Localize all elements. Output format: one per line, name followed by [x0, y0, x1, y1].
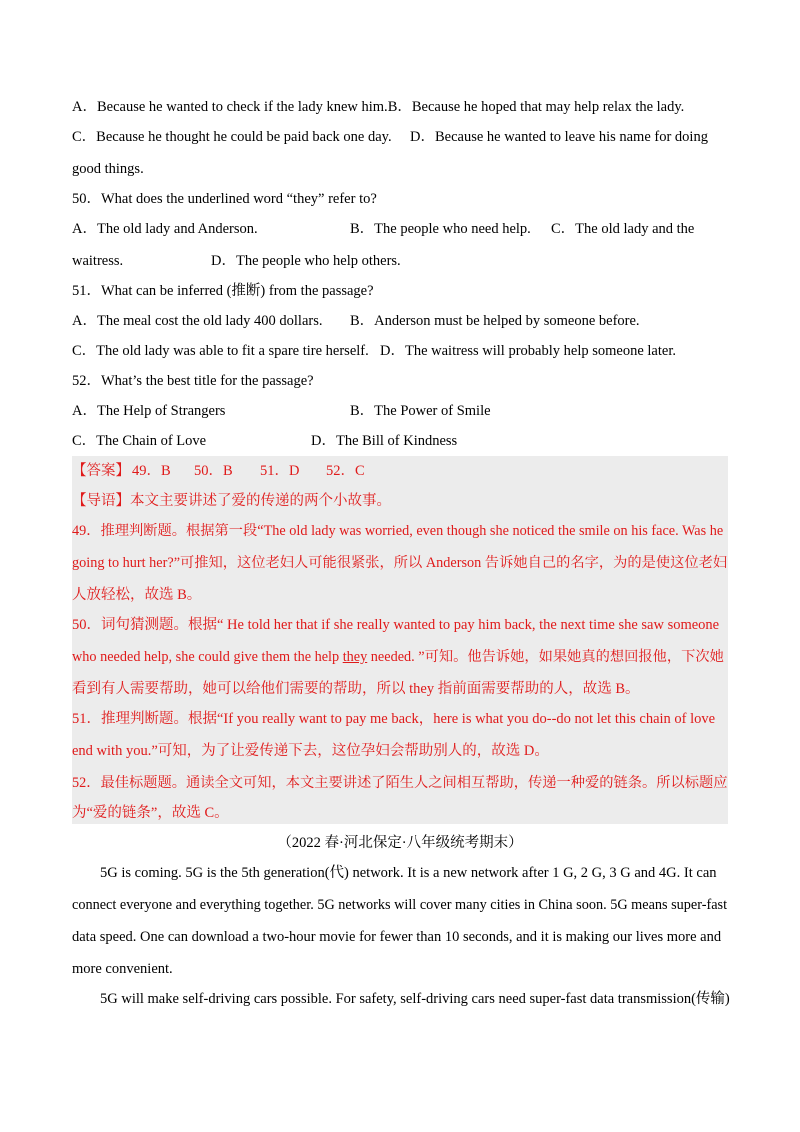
explanation-50-line3: 看到有人需要帮助，她可以给他们需要的帮助，所以 they 指前面需要帮助的人，故选 B。 [72, 681, 640, 697]
q49-option-d: D．Because he wanted to leave his name for doing [410, 129, 708, 145]
q51-option-b: B．Anderson must be helped by someone before. [350, 313, 640, 329]
q51-option-row-cd [72, 342, 676, 360]
explanation-50-line1: 50．词句猜测题。根据“ He told her that if she really wanted to pay him back, the next time she saw someone [72, 617, 720, 633]
q49-option-b: B．Because he hoped that may help relax the lady. [387, 99, 685, 115]
explanation-50-line2-start: who needed help, she could give them the help [72, 649, 343, 665]
q52-option-b: B．The Power of Smile [350, 403, 491, 419]
answer-52: 52．C [326, 463, 365, 479]
underlined-word-they: they [342, 649, 368, 665]
q52-option-row-cd [72, 432, 458, 450]
q52-option-a: A．The Help of Strangers [72, 403, 226, 419]
passage-p2-line1: 5G will make self-driving cars possible. For safety, self-driving cars need super-fast data transmission(传输) [100, 991, 730, 1007]
answer-50: 50．B [194, 463, 233, 479]
q49-option-row-cd [72, 128, 708, 146]
q52-stem: 52．What’s the best title for the passage? [72, 373, 314, 389]
explanation-52-line2: 为“爱的链条”，故选 C。 [72, 805, 229, 821]
q51-option-row-ab [72, 312, 640, 330]
passage-p1-line2: connect everyone and everything together. 5G networks will cover many cities in China soon. 5G means super-fast [72, 897, 728, 913]
passage-p1-line3: data speed. One can download a two-hour movie for fewer than 10 seconds, and it is making our lives more and [72, 929, 722, 945]
q50-stem: 50．What does the underlined word “they” refer to? [72, 191, 377, 207]
q51-option-c: C．The old lady was able to fit a spare tire herself. [72, 343, 369, 359]
q50-option-a: A．The old lady and Anderson. [72, 221, 258, 237]
answer-51: 51．D [260, 463, 300, 479]
q50-option-row-d [72, 252, 401, 270]
q50-option-d: D．The people who help others. [211, 253, 401, 269]
q49-option-row-ab [72, 98, 684, 116]
q50-option-c-cont: waitress. [72, 253, 124, 269]
q51-stem: 51．What can be inferred (推断) from the passage? [72, 283, 374, 299]
q50-option-row-abc [72, 220, 695, 238]
explanation-50-line2 [72, 648, 724, 666]
answer-guide: 【导语】本文主要讲述了爱的传递的两个小故事。 [72, 493, 391, 509]
explanation-49-line1: 49．推理判断题。根据第一段“The old lady was worried, even though she noticed the smile on his face. Was he [72, 523, 724, 539]
source-line: （2022 春·河北保定·八年级统考期末） [277, 835, 523, 851]
explanation-50-line2-end: needed. ”可知。他告诉她，如果她真的想回报他，下次她 [367, 649, 724, 665]
q51-option-a: A．The meal cost the old lady 400 dollars. [72, 313, 323, 329]
explanation-51-line2: end with you.”可知，为了让爱传递下去，这位孕妇会帮助别人的，故选 D。 [72, 743, 549, 759]
answer-section [72, 456, 728, 824]
answer-key-row [72, 462, 365, 480]
q51-option-d: D．The waitress will probably help someone later. [380, 343, 676, 359]
answer-49: 49．B [132, 463, 171, 479]
q50-option-c: C．The old lady and the [551, 221, 695, 237]
q49-option-a: A．Because he wanted to check if the lady knew him. [72, 99, 388, 115]
explanation-52-line1: 52．最佳标题题。通读全文可知，本文主要讲述了陌生人之间相互帮助，传递一种爱的链条。所以标题应 [72, 775, 728, 791]
q50-option-b: B．The people who need help. [350, 221, 531, 237]
q52-option-row-ab [72, 402, 491, 420]
q49-option-c: C．Because he thought he could be paid back one day. [72, 129, 392, 145]
q52-option-d: D．The Bill of Kindness [311, 433, 458, 449]
passage-p1-line1: 5G is coming. 5G is the 5th generation(代) network. It is a new network after 1 G, 2 G, 3 G and 4G. It can [100, 865, 717, 881]
q49-option-d-cont: good things. [72, 161, 144, 177]
explanation-51-line1: 51．推理判断题。根据“If you really want to pay me back，here is what you do--do not let this chain of love [72, 711, 716, 727]
passage-p1-line4: more convenient. [72, 961, 173, 977]
answer-label: 【答案】 [72, 463, 130, 479]
explanation-49-line3: 人放轻松，故选 B。 [72, 587, 202, 603]
q52-option-c: C．The Chain of Love [72, 433, 207, 449]
explanation-49-line2: going to hurt her?”可推知，这位老妇人可能很紧张，所以 Anderson 告诉她自己的名字，为的是使这位老妇 [72, 555, 728, 571]
